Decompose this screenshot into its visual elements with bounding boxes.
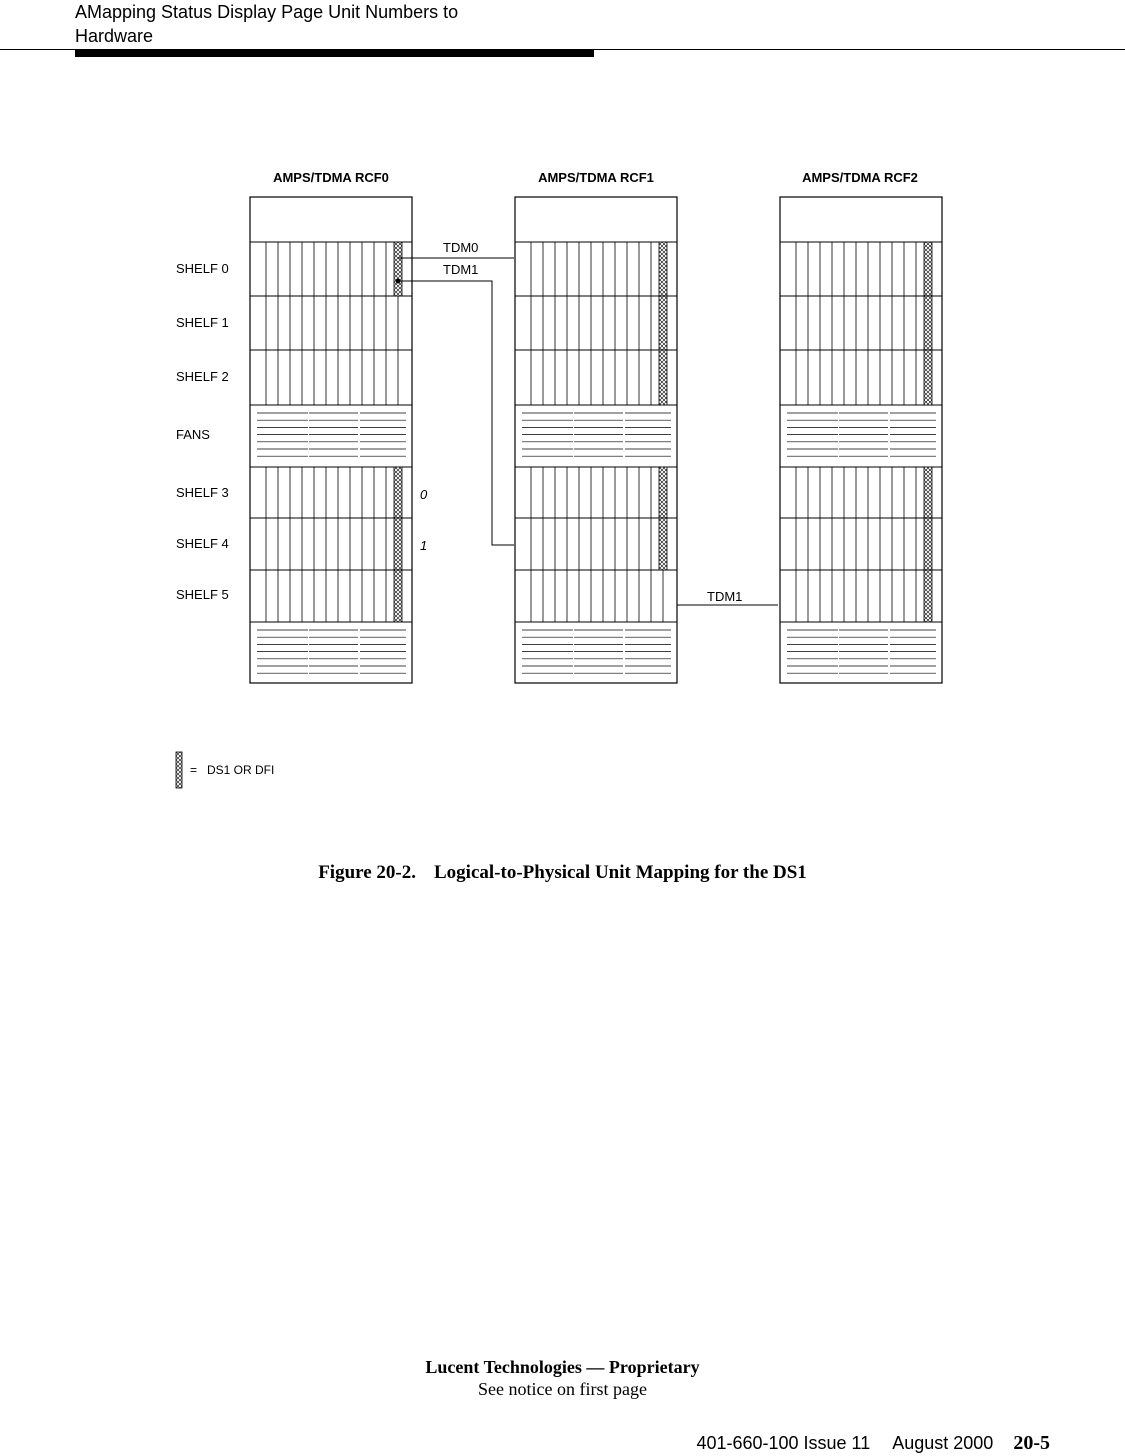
row-label-shelf-3: SHELF 3 xyxy=(176,485,229,500)
header-title-line-2: Hardware xyxy=(75,26,154,46)
legend-equals: = xyxy=(190,763,198,777)
rcf1-ds1-dfi-slot xyxy=(659,242,667,296)
row-label-shelf-2: SHELF 2 xyxy=(176,369,229,384)
rcf2-frame-outline xyxy=(780,197,942,683)
rcf1-ds1-dfi-slot xyxy=(659,467,667,518)
row-label-shelf-4: SHELF 4 xyxy=(176,536,229,551)
header-title-line-1: AMapping Status Display Page Unit Numbers to xyxy=(75,2,459,22)
rcf0-ds1-dfi-slot xyxy=(394,242,402,296)
figure-number: Figure 20-2. xyxy=(318,862,416,883)
rcf2-ds1-dfi-slot xyxy=(924,518,932,570)
page-reference xyxy=(696,1432,1050,1455)
tdm0-label: TDM0 xyxy=(443,240,479,255)
rcf2-ds1-dfi-slot xyxy=(924,467,932,518)
rcf0-ds1-dfi-slot xyxy=(394,467,402,518)
frame-label-rcf2: AMPS/TDMA RCF2 xyxy=(802,170,918,185)
frame-label-rcf1: AMPS/TDMA RCF1 xyxy=(538,170,654,185)
footer-notice: See notice on first page xyxy=(478,1379,647,1399)
legend-text: DS1 OR DFI xyxy=(207,763,275,777)
frame-label-rcf0: AMPS/TDMA RCF0 xyxy=(273,170,389,185)
figure-title: Logical-to-Physical Unit Mapping for the DS1 xyxy=(434,862,807,883)
page-number: 20-5 xyxy=(1013,1432,1050,1454)
footer-company: Lucent Technologies — Proprietary xyxy=(425,1357,700,1377)
figure-caption xyxy=(0,862,1125,884)
rcf2-ds1-dfi-slot xyxy=(924,242,932,296)
row-label-fans: FANS xyxy=(176,427,210,442)
rcf1-ds1-dfi-slot xyxy=(659,518,667,570)
unit-number-1: 1 xyxy=(420,538,428,553)
tdm1-link xyxy=(398,281,514,545)
rcf2-ds1-dfi-slot xyxy=(924,570,932,622)
unit-number-0: 0 xyxy=(420,487,428,502)
tdm-junction-dot xyxy=(396,279,401,284)
tdm1-label-top: TDM1 xyxy=(443,262,479,277)
tdm1-label-bottom: TDM1 xyxy=(707,589,743,604)
rcf1-ds1-dfi-slot xyxy=(659,350,667,405)
rcf0-ds1-dfi-slot xyxy=(394,570,402,622)
doc-id: 401-660-100 Issue 11 xyxy=(696,1433,871,1453)
rcf0-frame-outline xyxy=(250,197,412,683)
frames-layer xyxy=(250,197,942,683)
rcf1-frame-outline xyxy=(515,197,677,683)
row-label-shelf-1: SHELF 1 xyxy=(176,315,229,330)
rcf2-ds1-dfi-slot xyxy=(924,350,932,405)
row-label-shelf-5: SHELF 5 xyxy=(176,587,229,602)
rcf2-ds1-dfi-slot xyxy=(924,296,932,350)
rcf0-ds1-dfi-slot xyxy=(394,518,402,570)
issue-date: August 2000 xyxy=(892,1433,994,1453)
legend-hatch-swatch xyxy=(176,752,182,788)
rcf1-ds1-dfi-slot xyxy=(659,296,667,350)
row-label-shelf-0: SHELF 0 xyxy=(176,261,229,276)
